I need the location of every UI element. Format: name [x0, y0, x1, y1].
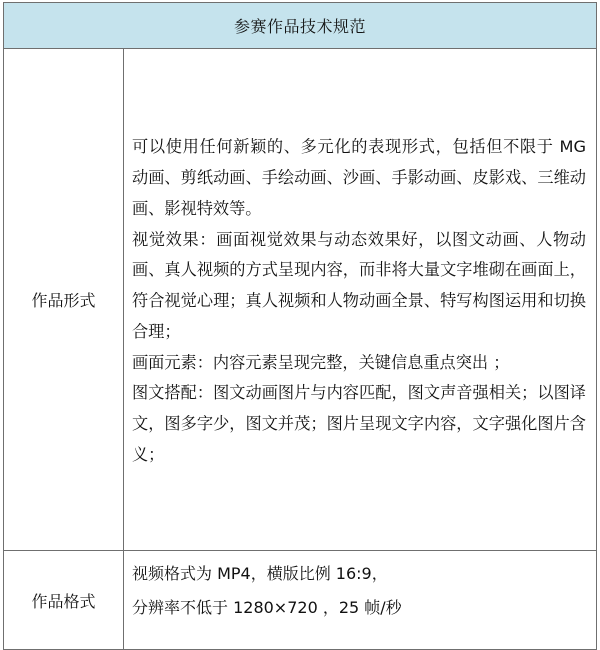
form-paragraph-styles: 可以使用任何新颖的、多元化的表现形式，包括但不限于 MG 动画、剪纸动画、手绘动画、沙画、手影动画、皮影戏、三维动画、影视特效等。 — [132, 137, 586, 218]
table-title: 参赛作品技术规范 — [4, 3, 597, 49]
form-paragraph-visual-effect: 视觉效果：画面视觉效果与动态效果好，以图文动画、人物动画、真人视频的方式呈现内容，而非将大量文字堆砌在画面上，符合视觉心理；真人视频和人物动画全景、特写构图运用和切换合理； — [132, 229, 586, 341]
form-paragraph-image-text: 图文搭配：图文动画图片与内容匹配，图文声音强相关；以图译文，图多字少，图文并茂；图片呈现文字内容，文字强化图片含义； — [132, 383, 586, 465]
row-label-format: 作品格式 — [4, 551, 124, 650]
row-content-format — [124, 551, 597, 650]
form-paragraph-elements: 画面元素：内容元素呈现完整，关键信息重点突出 ； — [132, 352, 510, 372]
row-content-form — [124, 49, 597, 551]
table-row-form — [4, 49, 597, 551]
format-paragraph-video: 视频格式为 MP4，横版比例 16:9， — [132, 564, 388, 583]
tech-spec-table — [3, 2, 597, 650]
row-label-form: 作品形式 — [4, 49, 124, 551]
table-header-row — [4, 3, 597, 49]
format-paragraph-resolution: 分辨率不低于 1280×720 ，25 帧/秒 — [132, 598, 402, 617]
table-row-format — [4, 551, 597, 650]
